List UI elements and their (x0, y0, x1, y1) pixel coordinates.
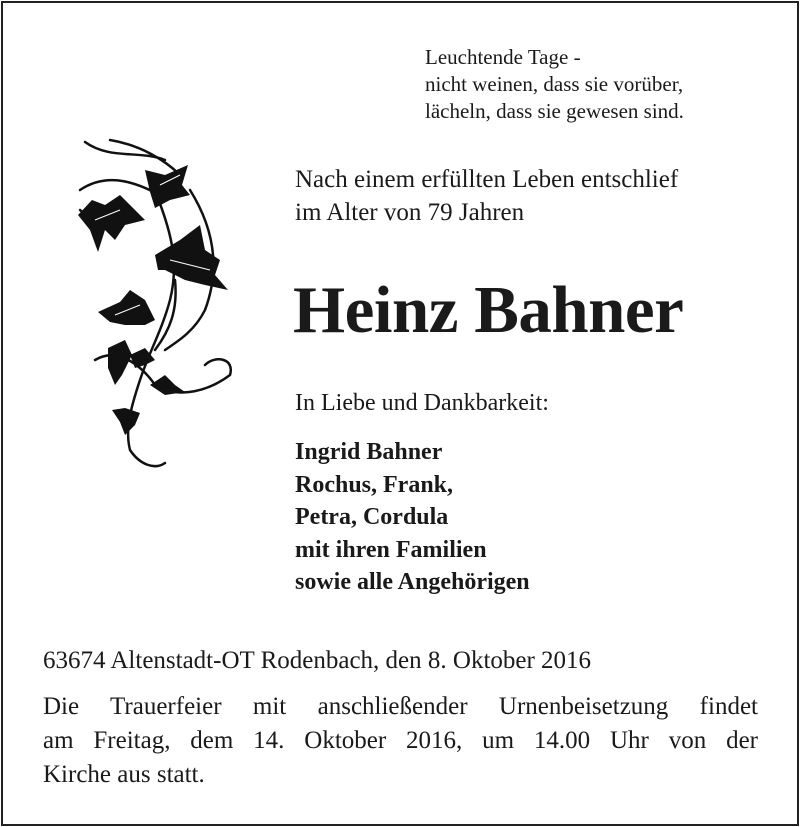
poem-line: Leuchtende Tage - (425, 45, 581, 69)
intro-line: Nach einem erfüllten Leben entschlief (295, 166, 679, 193)
family-member: sowie alle Angehörigen (295, 569, 530, 595)
family-member: Petra, Cordula (295, 504, 449, 530)
poem-line: nicht weinen, dass sie vorüber, (425, 72, 684, 96)
service-info (43, 690, 758, 792)
poem (425, 44, 684, 125)
family-list (295, 436, 530, 599)
ivy-vine-icon (70, 130, 250, 480)
poem-line: lächeln, dass sie gewesen sind. (425, 99, 684, 123)
thanks-text: In Liebe und Dankbarkeit: (295, 390, 549, 416)
family-member: Ingrid Bahner (295, 439, 443, 465)
deceased-name: Heinz Bahner (293, 273, 684, 347)
service-line: Die Trauerfeier mit anschließender Urnenbeisetzung findet (43, 693, 758, 720)
service-line: Kirche aus statt. (43, 761, 205, 788)
place-date: 63674 Altenstadt-OT Rodenbach, den 8. Oktober 2016 (43, 647, 592, 674)
service-line: am Freitag, dem 14. Oktober 2016, um 14.00 Uhr von der (43, 727, 758, 754)
intro-line: im Alter von 79 Jahren (295, 199, 525, 226)
family-member: mit ihren Familien (295, 536, 487, 563)
family-member: Rochus, Frank, (295, 471, 454, 498)
intro-text (295, 163, 678, 229)
